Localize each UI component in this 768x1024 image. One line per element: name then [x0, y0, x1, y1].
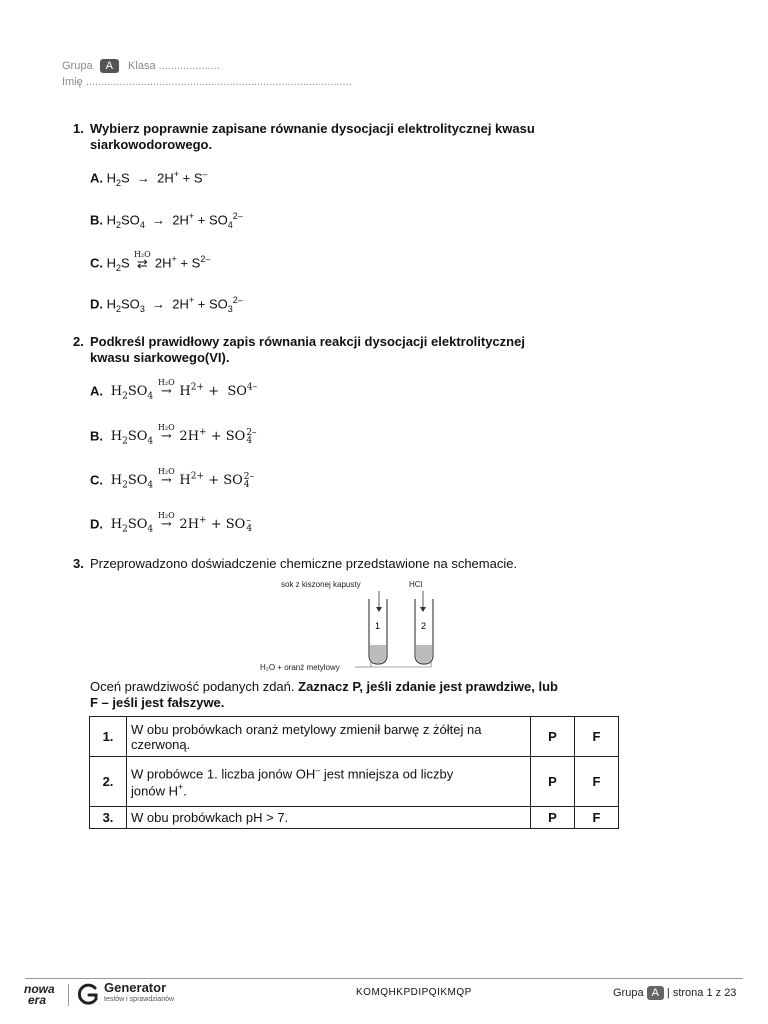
q2-option-a[interactable]: A. $H_2SO_4$ H₂O → $H^{2+} + SO^{4-}$	[90, 377, 258, 402]
false-option[interactable]: F	[575, 717, 619, 757]
q2-text-line1: Podkreśl prawidłowy zapis równania reakcji dysocjacji elektrolitycznej	[90, 334, 525, 349]
equilibrium-arrow-icon: H₂O ⇄	[133, 249, 151, 271]
logo-text-top: nowa	[24, 982, 55, 996]
option-letter: A.	[90, 170, 103, 186]
option-letter: C.	[90, 255, 103, 271]
label-water-methyl-orange: H₂O + oranż metylowy	[260, 663, 340, 672]
option-letter: D.	[90, 516, 103, 532]
instruction-bold-1: Zaznacz P, jeśli zdanie jest prawdziwe, lub	[298, 679, 558, 694]
q2-text	[90, 334, 650, 366]
footer-page-info	[613, 986, 736, 1000]
tube-2-liquid	[416, 645, 432, 663]
q2-text-line2: kwasu siarkowego(VI).	[90, 350, 230, 365]
footer-group-badge: A	[647, 986, 664, 1000]
q1-option-d[interactable]: D. $H_2SO_3 \to 2H^+ + SO_3^{2-}$	[90, 295, 243, 314]
row-number: 1.	[90, 717, 127, 757]
experiment-diagram	[255, 575, 455, 675]
true-option[interactable]: P	[531, 717, 575, 757]
tube-1-liquid	[370, 645, 386, 663]
arrow-icon: H₂O →	[157, 422, 175, 444]
statement-part: W obu probówkach oranż metylowy zmienił barwę z żółtej na	[131, 721, 482, 737]
option-letter: B.	[90, 428, 103, 444]
true-option[interactable]: P	[531, 757, 575, 807]
generator-logo-icon	[76, 982, 102, 1008]
q2-option-d[interactable]: D. $H_2SO_4$ H₂O → 2H+ + SO – 4	[90, 510, 253, 535]
q3-text: Przeprowadzono doświadczenie chemiczne przedstawione na schemacie.	[90, 556, 518, 571]
table-row	[90, 717, 619, 757]
true-option[interactable]: P	[531, 807, 575, 829]
q3-number: 3.	[73, 556, 84, 571]
generator-brand	[104, 982, 174, 1006]
footer-divider	[25, 978, 743, 979]
option-letter: B.	[90, 212, 103, 228]
q1-option-b[interactable]: B. $H_2SO_4 \to 2H^+ + SO_4^{2-}$	[90, 211, 243, 230]
table-row	[90, 807, 619, 829]
arrow-left-head-icon	[376, 607, 382, 612]
statement-part: jonów H	[131, 782, 178, 798]
group-badge: A	[100, 59, 119, 73]
nowa-era-logo	[24, 984, 64, 1006]
instruction-plain: Oceń prawdziwość podanych zdań.	[90, 679, 295, 694]
group-label: Grupa	[62, 60, 93, 72]
row-statement: W obu probówkach pH > 7.	[127, 807, 531, 829]
option-letter: C.	[90, 472, 103, 488]
instruction-bold-2: F – jeśli jest fałszywe.	[90, 695, 225, 710]
tube-2-label: 2	[421, 621, 427, 631]
page-number: | strona 1 z 23	[666, 987, 737, 999]
generator-subtitle: testów i sprawdzianów	[104, 996, 175, 1003]
statement-part: czerwoną.	[131, 736, 191, 752]
group-line	[62, 59, 220, 73]
row-number: 3.	[90, 807, 127, 829]
q1-text	[90, 121, 650, 153]
q2-number: 2.	[73, 334, 84, 349]
statement-part: jest mniejsza od liczby	[320, 766, 454, 782]
q1-number: 1.	[73, 121, 84, 136]
name-line	[62, 76, 352, 88]
class-label: Klasa	[128, 60, 156, 72]
name-dots: .......................................................................................	[85, 76, 352, 88]
label-hcl: HCl	[409, 580, 423, 589]
test-code: KOMQHKPDIPQIKMQP	[356, 987, 472, 998]
class-dots: ....................	[158, 60, 220, 72]
q2-option-b[interactable]: B. $H_2SO_4$ H₂O → 2H+ + SO 2– 4	[90, 422, 257, 447]
option-letter: A.	[90, 383, 103, 399]
footer-group-label: Grupa	[613, 987, 644, 999]
true-false-table	[89, 716, 619, 829]
row-statement: W probówce 1. liczba jonów OH– jest mniejsza od liczby jonów H+.	[127, 757, 531, 807]
arrow-icon: H₂O →	[157, 377, 175, 399]
name-label: Imię	[62, 76, 83, 88]
q1-text-line2: siarkowodorowego.	[90, 137, 213, 152]
arrow-icon: H₂O →	[157, 466, 175, 488]
table-row	[90, 757, 619, 807]
tube-1-label: 1	[375, 621, 381, 631]
arrow-right-head-icon	[420, 607, 426, 612]
arrow-icon: H₂O →	[157, 510, 175, 532]
logo-separator	[68, 984, 69, 1006]
option-letter: D.	[90, 296, 103, 312]
generator-title: Generator	[104, 980, 167, 995]
q3-instruction	[90, 679, 650, 711]
false-option[interactable]: F	[575, 757, 619, 807]
logo-text-bottom: era	[28, 993, 47, 1007]
q1-text-line1: Wybierz poprawnie zapisane równanie dysocjacji elektrolitycznej kwasu	[90, 121, 535, 136]
row-statement	[127, 717, 531, 757]
row-number: 2.	[90, 757, 127, 807]
q1-option-c[interactable]: C. $H_2S$ H₂O ⇄ $2H^+ + S^{2-}$	[90, 249, 211, 273]
false-option[interactable]: F	[575, 807, 619, 829]
label-cabbage-juice: sok z kiszonej kapusty	[281, 580, 361, 589]
statement-part: W probówce 1. liczba jonów OH	[131, 766, 316, 782]
q1-option-a[interactable]: A. $H_2S \to 2H^+ + S^-$	[90, 169, 208, 188]
q2-option-c[interactable]: C. $H_2SO_4$ H₂O → $H^{2+}$ + SO 2– 4	[90, 466, 255, 491]
